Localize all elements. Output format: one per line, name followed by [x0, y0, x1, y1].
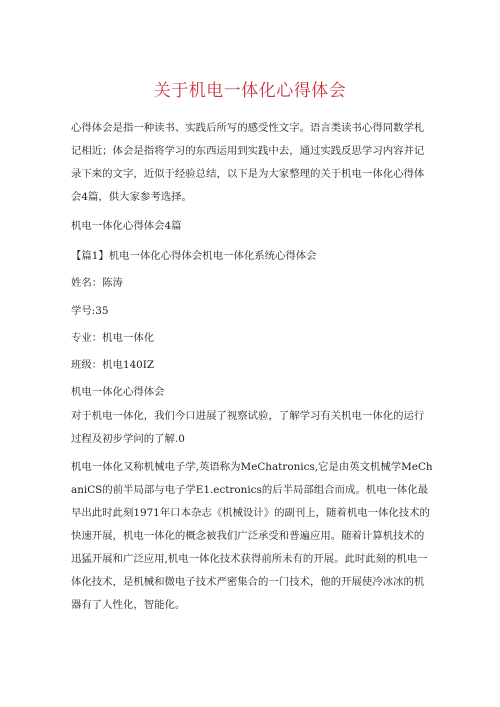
section-heading: 【篇1】机电一体化心得体会机电一体化系统心得体会 [71, 250, 317, 262]
class-line: 班级：机电140IZ [71, 359, 155, 371]
subtitle-line: 机电一体化心得体会4篇 [71, 220, 182, 232]
body-paragraph-1: 对于机电一体化，我们今口进展了视察试验，了解学习有关机电一体化的运行过程及初步学问的了解.0 [71, 410, 425, 445]
name-line: 姓名：陈涛 [71, 277, 123, 289]
major-line: 专业：机电一体化 [71, 332, 155, 344]
body-paragraph-2: 机电一体化又称机械电子学,英语称为MeChatronics,它是由英文机械学MeChaniCS的前半局部与电子学E1.ectronics的后半局部组合而成。机电一体化最早出此时此刻1971年口本杂志《机械设计》的副刊上，随着机电一体化技术的快速开展，机电一体化的概念被我们广泛承受和普遍应用。随着计算机技术的迅猛开展和广泛应用,机电一体化技术获得前所未有的开展。此时此刻的机电一体化技术，是机械和微电子技术严密集合的一门技术，他的开展使冷冰冰的机器有了人性化，智能化。 [71, 461, 433, 611]
document-title: 关于机电一体化心得体会 [153, 81, 347, 101]
essay-heading: 机电一体化心得体会 [71, 386, 165, 398]
student-id-line: 学号:35 [71, 305, 109, 317]
intro-paragraph: 心得体会是指一种读书、实践后所写的感受性文字。语言类读书心得同数学札记相近；体会是指将学习的东西运用到实践中去，通过实践反思学习内容并记录下来的文字，近似于经验总结，以下是为大家整理的关于机电一体化心得体会4篇，供大家参考选择。 [71, 122, 425, 203]
